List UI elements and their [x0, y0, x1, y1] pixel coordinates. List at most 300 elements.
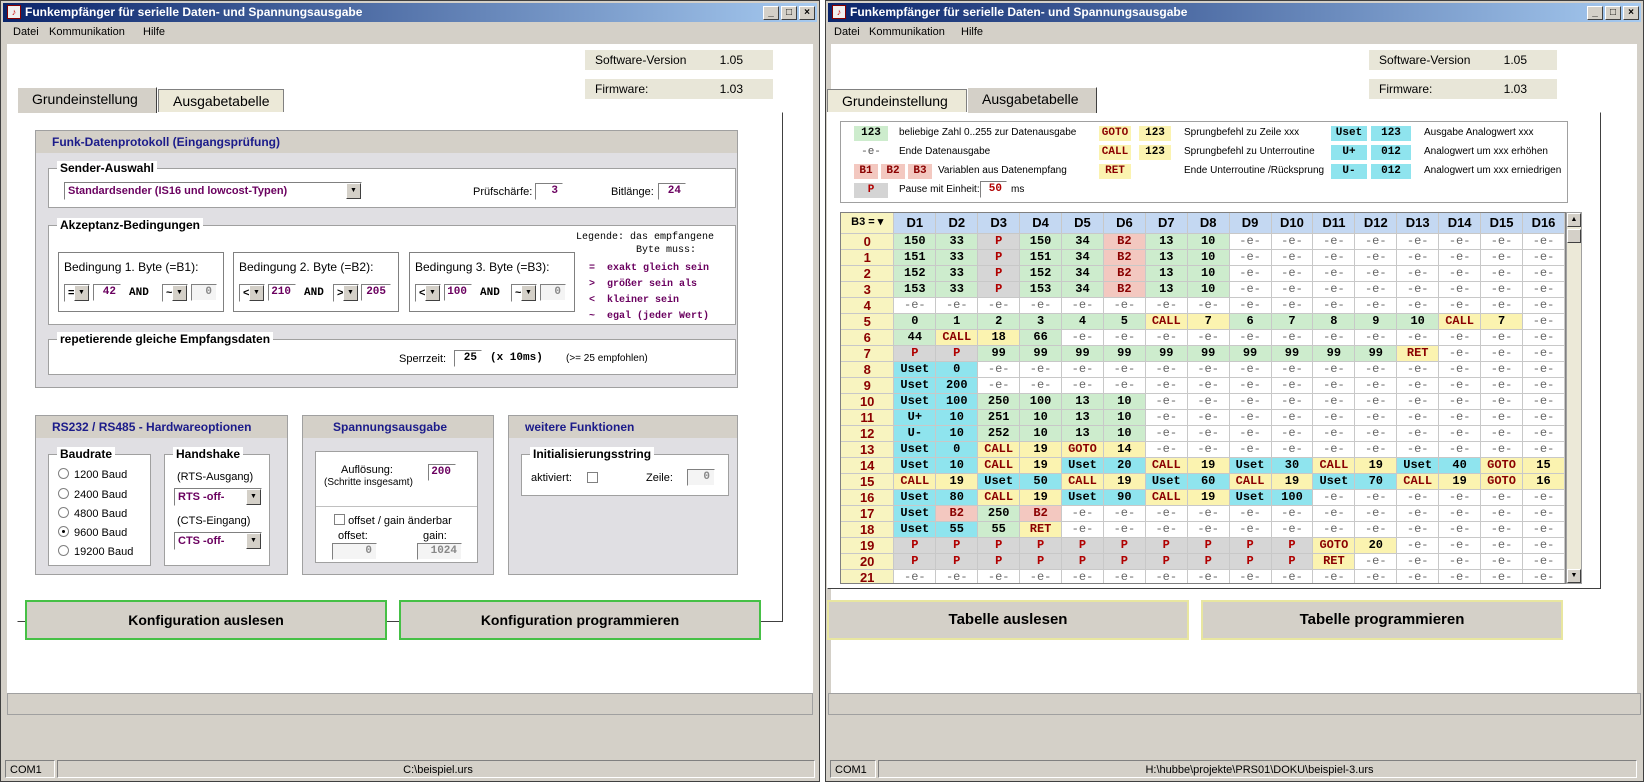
grid-cell[interactable]: 8 — [1313, 313, 1355, 329]
grid-cell[interactable]: -e- — [1103, 505, 1145, 521]
grid-cell[interactable]: -e- — [1481, 489, 1523, 505]
grid-cell[interactable]: -e- — [1481, 569, 1523, 584]
grid-corner-select[interactable]: B3 = ▾ — [841, 213, 894, 233]
cond3-op1-select[interactable] — [415, 284, 441, 302]
grid-cell[interactable]: 40 — [1439, 457, 1481, 473]
grid-cell[interactable]: 10 — [1187, 281, 1229, 297]
grid-cell[interactable]: -e- — [1313, 441, 1355, 457]
grid-cell[interactable]: -e- — [1523, 425, 1565, 441]
grid-cell[interactable]: -e- — [1187, 521, 1229, 537]
grid-cell[interactable]: -e- — [1397, 441, 1439, 457]
grid-cell[interactable]: -e- — [1523, 569, 1565, 584]
grid-cell[interactable]: -e- — [1145, 329, 1187, 345]
grid-cell[interactable]: 152 — [894, 265, 936, 281]
grid-cell[interactable]: 13 — [1062, 425, 1104, 441]
chevron-down-icon[interactable]: ▼ — [246, 489, 261, 505]
grid-cell[interactable]: -e- — [1355, 249, 1397, 265]
grid-cell[interactable]: P — [978, 281, 1020, 297]
menu-hilfe[interactable]: Hilfe — [961, 26, 984, 38]
grid-cell[interactable]: -e- — [1229, 521, 1271, 537]
grid-cell[interactable]: -e- — [1439, 569, 1481, 584]
grid-cell[interactable]: -e- — [894, 297, 936, 313]
scroll-up-icon[interactable]: ▲ — [1567, 213, 1581, 227]
grid-cell[interactable]: -e- — [1187, 393, 1229, 409]
grid-cell[interactable]: 251 — [978, 409, 1020, 425]
grid-cell[interactable]: 19 — [1187, 457, 1229, 473]
grid-cell[interactable]: 19 — [936, 473, 978, 489]
grid-cell[interactable]: B2 — [1103, 233, 1145, 249]
grid-cell[interactable]: CALL — [1229, 473, 1271, 489]
grid-cell[interactable]: -e- — [1439, 329, 1481, 345]
grid-cell[interactable]: 70 — [1355, 473, 1397, 489]
grid-cell[interactable]: -e- — [1145, 441, 1187, 457]
grid-cell[interactable]: CALL — [1062, 473, 1104, 489]
grid-cell[interactable]: 10 — [1020, 425, 1062, 441]
grid-cell[interactable]: -e- — [1313, 249, 1355, 265]
grid-cell[interactable]: -e- — [1355, 281, 1397, 297]
pruef-input[interactable]: 3 — [535, 183, 563, 200]
maximize-button[interactable]: □ — [1605, 6, 1621, 20]
grid-cell[interactable]: P — [1271, 537, 1313, 553]
grid-cell[interactable]: B2 — [1103, 265, 1145, 281]
grid-cell[interactable]: -e- — [1439, 361, 1481, 377]
grid-cell[interactable]: 13 — [1145, 249, 1187, 265]
grid-cell[interactable]: 151 — [894, 249, 936, 265]
cond2-op1-select[interactable] — [239, 284, 265, 302]
grid-cell[interactable]: 10 — [1187, 233, 1229, 249]
grid-cell[interactable]: -e- — [1187, 297, 1229, 313]
menu-hilfe[interactable]: Hilfe — [143, 26, 166, 38]
grid-cell[interactable]: -e- — [1397, 377, 1439, 393]
grid-cell[interactable]: 34 — [1062, 265, 1104, 281]
maximize-button[interactable]: □ — [781, 6, 797, 20]
grid-cell[interactable]: P — [978, 553, 1020, 569]
grid-cell[interactable]: -e- — [1397, 233, 1439, 249]
cond2-op2-select[interactable] — [333, 284, 359, 302]
grid-cell[interactable]: 100 — [1271, 489, 1313, 505]
grid-cell[interactable]: 10 — [1103, 425, 1145, 441]
grid-cell[interactable]: -e- — [1481, 233, 1523, 249]
grid-cell[interactable]: B2 — [1103, 249, 1145, 265]
grid-cell[interactable]: -e- — [1271, 409, 1313, 425]
grid-cell[interactable]: 19 — [1103, 473, 1145, 489]
grid-cell[interactable]: -e- — [1355, 521, 1397, 537]
menu-kommunikation[interactable]: Kommunikation — [869, 26, 945, 38]
grid-cell[interactable]: -e- — [1439, 297, 1481, 313]
grid-cell[interactable]: B2 — [936, 505, 978, 521]
grid-cell[interactable]: Uset — [894, 361, 936, 377]
grid-cell[interactable]: CALL — [978, 457, 1020, 473]
grid-cell[interactable]: GOTO — [1481, 473, 1523, 489]
chevron-down-icon[interactable]: ▼ — [74, 285, 89, 301]
grid-cell[interactable]: -e- — [1439, 233, 1481, 249]
grid-cell[interactable]: -e- — [1397, 409, 1439, 425]
grid-cell[interactable]: 153 — [1020, 281, 1062, 297]
grid-cell[interactable]: -e- — [1397, 329, 1439, 345]
pause-input[interactable]: 50 — [980, 181, 1007, 198]
grid-cell[interactable]: -e- — [978, 297, 1020, 313]
grid-cell[interactable]: -e- — [1439, 489, 1481, 505]
grid-cell[interactable]: 33 — [936, 281, 978, 297]
chevron-down-icon[interactable]: ▼ — [246, 533, 261, 549]
grid-cell[interactable]: 10 — [1187, 249, 1229, 265]
grid-cell[interactable]: Uset — [894, 505, 936, 521]
grid-cell[interactable]: -e- — [1523, 233, 1565, 249]
grid-cell[interactable]: -e- — [1020, 361, 1062, 377]
grid-cell[interactable]: Uset — [1229, 457, 1271, 473]
grid-cell[interactable]: P — [1271, 553, 1313, 569]
grid-cell[interactable]: -e- — [1481, 521, 1523, 537]
grid-cell[interactable]: -e- — [1439, 249, 1481, 265]
grid-cell[interactable]: -e- — [1187, 329, 1229, 345]
grid-cell[interactable]: -e- — [1271, 569, 1313, 584]
grid-cell[interactable]: -e- — [1397, 521, 1439, 537]
grid-cell[interactable]: -e- — [1271, 521, 1313, 537]
konfiguration-auslesen-button[interactable]: Konfiguration auslesen — [25, 600, 387, 640]
grid-cell[interactable]: -e- — [1355, 505, 1397, 521]
grid-cell[interactable]: -e- — [1271, 233, 1313, 249]
grid-cell[interactable]: 18 — [978, 329, 1020, 345]
grid-cell[interactable]: -e- — [1481, 265, 1523, 281]
grid-cell[interactable]: P — [1020, 537, 1062, 553]
grid-cell[interactable]: -e- — [1355, 393, 1397, 409]
grid-cell[interactable]: -e- — [1145, 393, 1187, 409]
grid-cell[interactable]: -e- — [1145, 377, 1187, 393]
grid-cell[interactable]: -e- — [1523, 393, 1565, 409]
grid-cell[interactable]: GOTO — [1313, 537, 1355, 553]
grid-cell[interactable]: -e- — [1481, 249, 1523, 265]
grid-cell[interactable]: -e- — [1481, 425, 1523, 441]
grid-cell[interactable]: -e- — [1145, 425, 1187, 441]
grid-cell[interactable]: P — [1062, 553, 1104, 569]
baud-19200-radio[interactable] — [58, 545, 133, 558]
grid-cell[interactable]: -e- — [1439, 425, 1481, 441]
grid-cell[interactable]: -e- — [1187, 569, 1229, 584]
grid-cell[interactable]: -e- — [1439, 505, 1481, 521]
grid-cell[interactable]: -e- — [1103, 377, 1145, 393]
grid-cell[interactable]: -e- — [1523, 553, 1565, 569]
grid-cell[interactable]: -e- — [1103, 521, 1145, 537]
grid-cell[interactable]: 16 — [1523, 473, 1565, 489]
grid-cell[interactable]: -e- — [1313, 569, 1355, 584]
grid-cell[interactable]: 250 — [978, 393, 1020, 409]
grid-cell[interactable]: -e- — [1481, 553, 1523, 569]
grid-cell[interactable]: Uset — [894, 489, 936, 505]
grid-cell[interactable]: -e- — [1271, 297, 1313, 313]
grid-cell[interactable]: P — [936, 553, 978, 569]
grid-cell[interactable]: P — [1062, 537, 1104, 553]
konfiguration-programmieren-button[interactable]: Konfiguration programmieren — [399, 600, 761, 640]
grid-cell[interactable]: -e- — [1271, 393, 1313, 409]
grid-cell[interactable]: Uset — [894, 521, 936, 537]
grid-cell[interactable]: -e- — [1397, 265, 1439, 281]
grid-cell[interactable]: P — [1145, 537, 1187, 553]
grid-cell[interactable]: Uset — [1145, 473, 1187, 489]
grid-cell[interactable]: -e- — [1271, 329, 1313, 345]
grid-cell[interactable]: Uset — [1062, 489, 1104, 505]
grid-cell[interactable]: RET — [1313, 553, 1355, 569]
grid-cell[interactable]: -e- — [1355, 553, 1397, 569]
grid-cell[interactable]: -e- — [1187, 425, 1229, 441]
grid-cell[interactable]: -e- — [1062, 329, 1104, 345]
cond3-v2-input[interactable]: 0 — [540, 284, 566, 301]
grid-cell[interactable]: -e- — [1020, 377, 1062, 393]
grid-cell[interactable]: -e- — [1397, 537, 1439, 553]
title-bar[interactable] — [828, 3, 1641, 22]
grid-cell[interactable]: -e- — [1355, 489, 1397, 505]
grid-cell[interactable]: P — [1229, 537, 1271, 553]
grid-cell[interactable]: Uset — [894, 393, 936, 409]
grid-cell[interactable]: -e- — [894, 569, 936, 584]
grid-cell[interactable]: -e- — [1062, 521, 1104, 537]
baud-9600-radio[interactable] — [58, 526, 127, 539]
cond1-op2-select[interactable] — [162, 284, 188, 302]
grid-cell[interactable]: -e- — [1439, 393, 1481, 409]
grid-cell[interactable]: -e- — [1313, 505, 1355, 521]
grid-cell[interactable]: P — [894, 553, 936, 569]
grid-cell[interactable]: -e- — [1355, 377, 1397, 393]
grid-cell[interactable]: 10 — [1187, 265, 1229, 281]
chevron-down-icon[interactable]: ▼ — [249, 285, 264, 301]
grid-cell[interactable]: -e- — [1229, 265, 1271, 281]
grid-cell[interactable]: 33 — [936, 249, 978, 265]
grid-cell[interactable]: CALL — [1439, 313, 1481, 329]
grid-cell[interactable]: CALL — [1313, 457, 1355, 473]
grid-cell[interactable]: 5 — [1103, 313, 1145, 329]
grid-cell[interactable]: 19 — [1439, 473, 1481, 489]
grid-cell[interactable]: P — [1145, 553, 1187, 569]
scroll-thumb[interactable] — [1567, 229, 1581, 243]
grid-cell[interactable]: -e- — [1355, 329, 1397, 345]
grid-cell[interactable]: 7 — [1271, 313, 1313, 329]
grid-cell[interactable]: P — [978, 265, 1020, 281]
grid-cell[interactable]: -e- — [1229, 425, 1271, 441]
grid-cell[interactable]: GOTO — [1062, 441, 1104, 457]
grid-cell[interactable]: -e- — [1481, 393, 1523, 409]
grid-cell[interactable]: 1 — [936, 313, 978, 329]
grid-cell[interactable]: GOTO — [1481, 457, 1523, 473]
grid-cell[interactable]: -e- — [1229, 377, 1271, 393]
cond1-v1-input[interactable]: 42 — [93, 284, 121, 301]
grid-cell[interactable]: 33 — [936, 265, 978, 281]
grid-cell[interactable]: -e- — [1355, 441, 1397, 457]
close-button[interactable]: × — [1623, 6, 1639, 20]
grid-cell[interactable]: -e- — [1523, 521, 1565, 537]
grid-cell[interactable]: Uset — [1062, 457, 1104, 473]
grid-cell[interactable]: -e- — [1229, 329, 1271, 345]
gain-input[interactable]: 1024 — [417, 543, 462, 560]
grid-cell[interactable]: -e- — [1397, 553, 1439, 569]
grid-cell[interactable]: 20 — [1103, 457, 1145, 473]
grid-cell[interactable]: -e- — [1271, 377, 1313, 393]
grid-cell[interactable]: 4 — [1062, 313, 1104, 329]
grid-cell[interactable]: -e- — [1523, 297, 1565, 313]
cond2-v1-input[interactable]: 210 — [268, 284, 296, 301]
grid-cell[interactable]: -e- — [1062, 505, 1104, 521]
grid-cell[interactable]: -e- — [1397, 425, 1439, 441]
grid-cell[interactable]: 90 — [1103, 489, 1145, 505]
grid-cell[interactable]: CALL — [894, 473, 936, 489]
grid-cell[interactable]: CALL — [1145, 457, 1187, 473]
tabelle-auslesen-button[interactable]: Tabelle auslesen — [827, 600, 1189, 640]
grid-cell[interactable]: -e- — [1523, 441, 1565, 457]
grid-cell[interactable]: 99 — [1145, 345, 1187, 361]
grid-cell[interactable]: -e- — [1313, 521, 1355, 537]
grid-cell[interactable]: -e- — [1439, 521, 1481, 537]
grid-cell[interactable]: 99 — [978, 345, 1020, 361]
grid-cell[interactable]: 33 — [936, 233, 978, 249]
grid-cell[interactable]: -e- — [1187, 361, 1229, 377]
grid-cell[interactable]: -e- — [978, 569, 1020, 584]
bit-input[interactable]: 24 — [658, 183, 686, 200]
grid-cell[interactable]: -e- — [1229, 441, 1271, 457]
grid-cell[interactable]: Uset — [1397, 457, 1439, 473]
grid-cell[interactable]: -e- — [1481, 297, 1523, 313]
grid-cell[interactable]: -e- — [1271, 505, 1313, 521]
menu-datei[interactable]: Datei — [834, 26, 860, 38]
tab-grundeinstellung[interactable]: Grundeinstellung — [827, 89, 967, 113]
grid-cell[interactable]: 30 — [1271, 457, 1313, 473]
aufloesung-input[interactable]: 200 — [428, 464, 456, 481]
grid-cell[interactable]: -e- — [978, 361, 1020, 377]
grid-cell[interactable]: 44 — [894, 329, 936, 345]
grid-cell[interactable]: 10 — [1020, 409, 1062, 425]
grid-cell[interactable]: -e- — [1271, 265, 1313, 281]
grid-cell[interactable]: 2 — [978, 313, 1020, 329]
grid-cell[interactable]: -e- — [1103, 297, 1145, 313]
grid-cell[interactable]: -e- — [1062, 569, 1104, 584]
grid-cell[interactable]: -e- — [1313, 425, 1355, 441]
grid-cell[interactable]: CALL — [978, 489, 1020, 505]
grid-cell[interactable]: 34 — [1062, 233, 1104, 249]
grid-cell[interactable]: 99 — [1229, 345, 1271, 361]
grid-cell[interactable]: CALL — [1145, 489, 1187, 505]
grid-cell[interactable]: 15 — [1523, 457, 1565, 473]
grid-cell[interactable]: P — [978, 537, 1020, 553]
rts-select[interactable] — [174, 488, 262, 506]
grid-cell[interactable]: -e- — [1439, 409, 1481, 425]
grid-cell[interactable]: -e- — [1313, 281, 1355, 297]
grid-cell[interactable]: 19 — [1187, 489, 1229, 505]
grid-cell[interactable]: 19 — [1020, 489, 1062, 505]
grid-cell[interactable]: B2 — [1103, 281, 1145, 297]
grid-cell[interactable]: -e- — [1187, 505, 1229, 521]
grid-cell[interactable]: 7 — [1481, 313, 1523, 329]
grid-cell[interactable]: -e- — [1481, 281, 1523, 297]
grid-cell[interactable]: -e- — [1229, 233, 1271, 249]
grid-cell[interactable]: Uset — [978, 473, 1020, 489]
grid-cell[interactable]: 19 — [1355, 457, 1397, 473]
grid-cell[interactable]: 6 — [1229, 313, 1271, 329]
grid-cell[interactable]: 60 — [1187, 473, 1229, 489]
minimize-button[interactable]: _ — [1587, 6, 1603, 20]
grid-cell[interactable]: 50 — [1020, 473, 1062, 489]
grid-cell[interactable]: -e- — [1271, 249, 1313, 265]
grid-cell[interactable]: RET — [1020, 521, 1062, 537]
grid-cell[interactable]: -e- — [978, 377, 1020, 393]
grid-cell[interactable]: 66 — [1020, 329, 1062, 345]
zeile-input[interactable]: 0 — [687, 469, 715, 486]
grid-cell[interactable]: P — [894, 537, 936, 553]
grid-cell[interactable]: -e- — [1229, 569, 1271, 584]
grid-cell[interactable]: -e- — [1523, 361, 1565, 377]
grid-cell[interactable]: -e- — [1229, 505, 1271, 521]
vertical-scrollbar[interactable] — [1566, 212, 1582, 584]
grid-cell[interactable]: -e- — [1313, 265, 1355, 281]
grid-cell[interactable]: -e- — [1020, 569, 1062, 584]
grid-cell[interactable]: Uset — [894, 377, 936, 393]
grid-cell[interactable]: -e- — [1397, 489, 1439, 505]
grid-cell[interactable]: -e- — [1062, 297, 1104, 313]
grid-cell[interactable]: -e- — [1397, 249, 1439, 265]
offset-input[interactable]: 0 — [332, 543, 377, 560]
grid-cell[interactable]: -e- — [1397, 393, 1439, 409]
grid-cell[interactable]: 80 — [936, 489, 978, 505]
grid-cell[interactable]: 19 — [1020, 457, 1062, 473]
grid-cell[interactable]: 10 — [1103, 393, 1145, 409]
grid-cell[interactable]: 10 — [936, 425, 978, 441]
grid-cell[interactable]: -e- — [1103, 569, 1145, 584]
grid-cell[interactable]: -e- — [1271, 441, 1313, 457]
grid-cell[interactable]: 200 — [936, 377, 978, 393]
cond3-v1-input[interactable]: 100 — [444, 284, 472, 301]
grid-cell[interactable]: P — [1103, 553, 1145, 569]
grid-cell[interactable]: -e- — [1313, 489, 1355, 505]
grid-cell[interactable]: 20 — [1355, 537, 1397, 553]
grid-cell[interactable]: -e- — [1313, 233, 1355, 249]
grid-cell[interactable]: -e- — [1439, 345, 1481, 361]
tab-ausgabetabelle[interactable]: Ausgabetabelle — [158, 89, 284, 113]
grid-cell[interactable]: -e- — [1523, 537, 1565, 553]
baud-4800-radio[interactable] — [58, 507, 127, 520]
grid-cell[interactable]: -e- — [1187, 441, 1229, 457]
grid-cell[interactable]: -e- — [1355, 297, 1397, 313]
grid-cell[interactable]: 55 — [936, 521, 978, 537]
grid-cell[interactable]: -e- — [1145, 297, 1187, 313]
grid-cell[interactable]: -e- — [1523, 345, 1565, 361]
tabelle-programmieren-button[interactable]: Tabelle programmieren — [1201, 600, 1563, 640]
cond1-op1-select[interactable] — [64, 284, 90, 302]
grid-cell[interactable]: 100 — [1020, 393, 1062, 409]
grid-cell[interactable]: 10 — [1397, 313, 1439, 329]
grid-cell[interactable]: -e- — [1145, 521, 1187, 537]
grid-cell[interactable]: -e- — [1481, 409, 1523, 425]
grid-cell[interactable]: -e- — [1397, 569, 1439, 584]
grid-cell[interactable]: CALL — [936, 329, 978, 345]
grid-cell[interactable]: CALL — [978, 441, 1020, 457]
grid-cell[interactable]: -e- — [1523, 313, 1565, 329]
grid-cell[interactable]: -e- — [1271, 281, 1313, 297]
grid-cell[interactable]: 99 — [1020, 345, 1062, 361]
grid-cell[interactable]: 13 — [1062, 393, 1104, 409]
grid-cell[interactable]: 55 — [978, 521, 1020, 537]
grid-cell[interactable]: -e- — [1481, 537, 1523, 553]
grid-cell[interactable]: -e- — [1523, 409, 1565, 425]
close-button[interactable]: × — [799, 6, 815, 20]
grid-cell[interactable]: 0 — [936, 361, 978, 377]
grid-cell[interactable]: 0 — [936, 441, 978, 457]
grid-cell[interactable]: B2 — [1020, 505, 1062, 521]
grid-cell[interactable]: -e- — [1397, 505, 1439, 521]
grid-cell[interactable]: -e- — [1229, 361, 1271, 377]
grid-cell[interactable]: -e- — [1313, 393, 1355, 409]
grid-cell[interactable]: Uset — [1313, 473, 1355, 489]
grid-cell[interactable]: -e- — [1187, 377, 1229, 393]
grid-cell[interactable]: -e- — [1397, 281, 1439, 297]
grid-cell[interactable]: -e- — [1355, 361, 1397, 377]
grid-cell[interactable]: P — [894, 345, 936, 361]
checkbox-icon[interactable] — [334, 514, 345, 525]
